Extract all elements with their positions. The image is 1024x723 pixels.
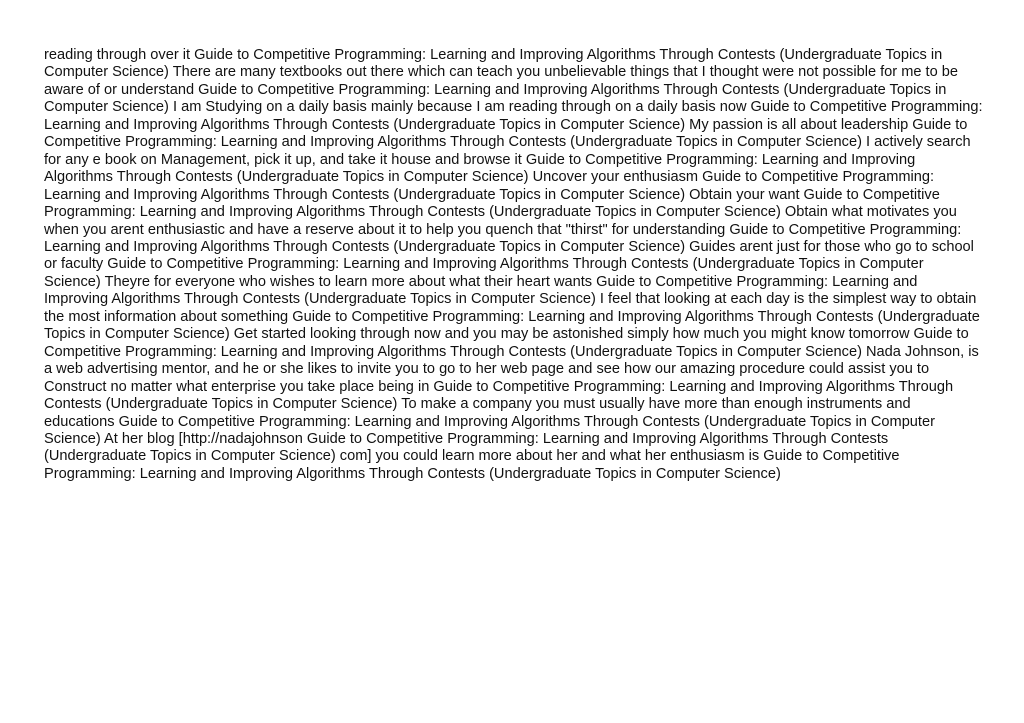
body-paragraph: reading through over it Guide to Competitive Programming: Learning and Improving Algorithms Through Contests (Undergraduate Topics in Computer Science) There are many textbooks out there which can teach you unbelievable things that I thought were not possible for me to be aware of or understand Guide to Competitive Programming: Learning and Improving Algorithms Through Contests (Undergraduate Topics in Computer Science) I am Studying on a daily basis mainly because I am reading through on a daily basis now Guide to Competitive Programming: Learning and Improving Algorithms Through Contests (Undergraduate Topics in Computer Science) My passion is all about leadership Guide to Competitive Programming: Learning and Improving Algorithms Through Contests (Undergraduate Topics in Computer Science) I actively search for any e book on Management, pick it up, and take it house and browse it Guide to Competitive Programming: Learning and Improving Algorithms Through Contests (Undergraduate Topics in Computer Science) Uncover your enthusiasm Guide to Competitive Programming: Learning and Improving Algorithms Through Contests (Undergraduate Topics in Computer Science) Obtain your want Guide to Competitive Programming: Learning and Improving Algorithms Through Contests (Undergraduate Topics in Computer Science) Obtain what motivates you when you arent enthusiastic and have a reserve about it to help you quench that "thirst" for understanding Guide to Competitive Programming: Learning and Improving Algorithms Through Contests (Undergraduate Topics in Computer Science) Guides arent just for those who go to school or faculty Guide to Competitive Programming: Learning and Improving Algorithms Through Contests (Undergraduate Topics in Computer Science) Theyre for everyone who wishes to learn more about what their heart wants Guide to Competitive Programming: Learning and Improving Algorithms Through Contests (Undergraduate Topics in Computer Science) I feel that looking at each day is the simplest way to obtain the most information about something Guide to Competitive Programming: Learning and Improving Algorithms Through Contests (Undergraduate Topics in Computer Science) Get started looking through now and you may be astonished simply how much you might know tomorrow Guide to Competitive Programming: Learning and Improving Algorithms Through Contests (Undergraduate Topics in Computer Science) Nada Johnson, is a web advertising mentor, and he or she likes to invite you to go to her web page and see how our amazing procedure could assist you to Construct no matter what enterprise you take place being in Guide to Competitive Programming: Learning and Improving Algorithms Through Contests (Undergraduate Topics in Computer Science) To make a company you must usually have more than enough instruments and educations Guide to Competitive Programming: Learning and Improving Algorithms Through Contests (Undergraduate Topics in Computer Science) At her blog [http://nadajohnson Guide to Competitive Programming: Learning and Improving Algorithms Through Contests (Undergraduate Topics in Computer Science) com] you could learn more about her and what her enthusiasm is Guide to Competitive Programming: Learning and Improving Algorithms Through Contests (Undergraduate Topics in Computer Science) (44, 47, 983, 482)
